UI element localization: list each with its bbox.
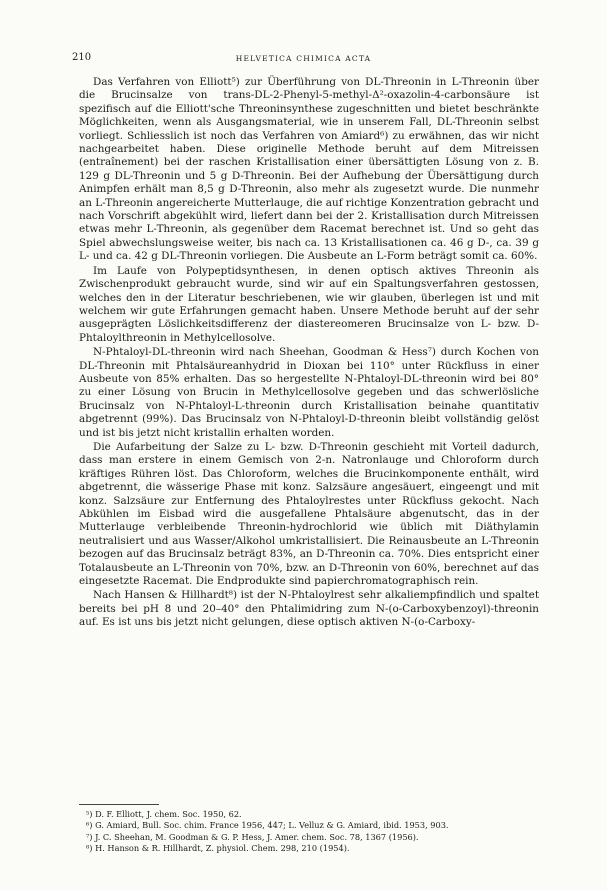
paragraph-elliott-amiard: Das Verfahren von Elliott⁵) zur Überführung von DL-Threonin in L-Threonin über die Brucinsalze von trans-DL-2-Phenyl-5-methyl-Δ²-oxazolin-4-carbonsäure ist spezifisch auf die Elliott'sche Threoninsynthese zugeschnitten und bietet beschränkte Möglichkeiten, wenn als Ausgangsmaterial, wie in unserem Fall, DL-Threonin selbst vorliegt. Schliesslich ist noch das Verfahren von Amiard⁶) zu erwähnen, das wir nicht nachgearbeitet haben. Diese originelle Methode beruht auf dem Mitreissen (entraînement) bei der raschen Kristallisation einer übersättigten Lösung von z. B. 129 g DL-Threonin und 5 g D-Threonin. Bei der Aufhebung der Übersättigung durch Animpfen erhält man 8,5 g D-Threonin, also mehr als zugesetzt wurde. Die nunmehr an L-Threonin angereicherte Mutterlauge, die auf richtige Konzentration gebracht und nach Vorschrift abgekühlt wird, liefert dann bei der 2. Kristallisation durch Mitreissen etwas mehr L-Threonin, als gegenüber dem Racemat berechnet ist. Und so geht das Spiel abwechslungsweise weiter, bis nach ca. 13 Kristallisationen ca. 46 g D-, ca. 39 g L- und ca. 42 g DL-Threonin vorliegen. Die Ausbeute an L-Form beträgt somit ca. 60%. (79, 76, 539, 263)
footnote-7: ⁷) J. C. Sheehan, M. Goodman & G. P. Hess, J. Amer. chem. Soc. 78, 1367 (1956). (86, 831, 419, 842)
footnote-5: ⁵) D. F. Elliott, J. chem. Soc. 1950, 62. (86, 809, 242, 819)
footnotes (86, 809, 526, 855)
paragraph-polypeptide: Im Laufe von Polypeptidsynthesen, in denen optisch aktives Threonin als Zwischenprodukt gebraucht wurde, sind wir auf ein Spaltungsverfahren gestossen, welches den in der Literatur beschriebenen, wie wir glauben, überlegen ist und mit welchem wir gute Erfahrungen gemacht haben. Unsere Methode beruht auf der sehr ausgeprägten Löslichkeitsdifferenz der diastereomeren Brucinsalze von L- bzw. D-Phtaloylthreonin in Methylcellosolve. (79, 264, 539, 344)
footnote-6: ⁶) G. Amiard, Bull. Soc. chim. France 1956, 447; L. Velluz & G. Amiard, ibid. 1953, 903. (86, 820, 449, 831)
paragraph-workup: Die Aufarbeitung der Salze zu L- bzw. D-Threonin geschieht mit Vorteil dadurch, dass man erstere in einem Gemisch von 2-n. Natronlauge und Chloroform durch kräftiges Rühren löst. Das Chloroform, welches die Brucinkomponente enthält, wird abgetrennt, die wässerige Phase mit konz. Salzsäure angesäuert, eingeengt und mit konz. Salzsäure zur Entfernung des Phtaloylrestes unter Rückfluss gekocht. Nach Abkühlen im Eisbad wird die ausgefallene Phtalsäure abgenutscht, das in der Mutterlauge verbleibende Threonin-hydrochlorid wie üblich mit Diäthylamin neutralisiert und aus Wasser/Alkohol umkristallisiert. Die Reinausbeute an L-Threonin bezogen auf das Brucinsalz beträgt 83%, an D-Threonin ca. 70%. Dies entspricht einer Totalausbeute an L-Threonin von 70%, bzw. an D-Threonin von 60%, berechnet auf das eingesetzte Racemat. Die Endprodukte sind papierchromatographisch rein. (79, 440, 539, 588)
footnote-8: ⁸) H. Hanson & R. Hillhardt, Z. physiol. Chem. 298, 210 (1954). (86, 843, 350, 854)
page-number: 210 (72, 52, 92, 63)
footnote-rule (79, 804, 159, 805)
paragraph-hansen: Nach Hansen & Hillhardt⁸) ist der N-Phtaloylrest sehr alkaliempfindlich und spaltet bereits bei pH 8 und 20–40° den Phtalimidring zum N-(o-Carboxybenzoyl)-threonin auf. Es ist uns bis jetzt nicht gelungen, diese optisch aktiven N-(o-Carboxy- (79, 589, 539, 629)
journal-title: HELVETICA CHIMICA ACTA (235, 54, 372, 63)
paragraph-phtaloyl: N-Phtaloyl-DL-threonin wird nach Sheehan, Goodman & Hess⁷) durch Kochen von DL-Threonin mit Phtalsäureanhydrid in Dioxan bei 110° unter Rückfluss in einer Ausbeute von 85% erhalten. Das so hergestellte N-Phtaloyl-DL-threonin wird bei 80° zu einer Lösung von Brucin in Methylcellosolve gegeben und das schwerlösliche Brucinsalz von N-Phtaloyl-L-threonin durch Kristallisation beinahe quantitativ abgetrennt (99%). Das Brucinsalz von N-Phtaloyl-D-threonin bleibt vollständig gelöst und ist bis jetzt nicht kristallin erhalten worden. (79, 346, 539, 439)
article-body (79, 76, 539, 630)
